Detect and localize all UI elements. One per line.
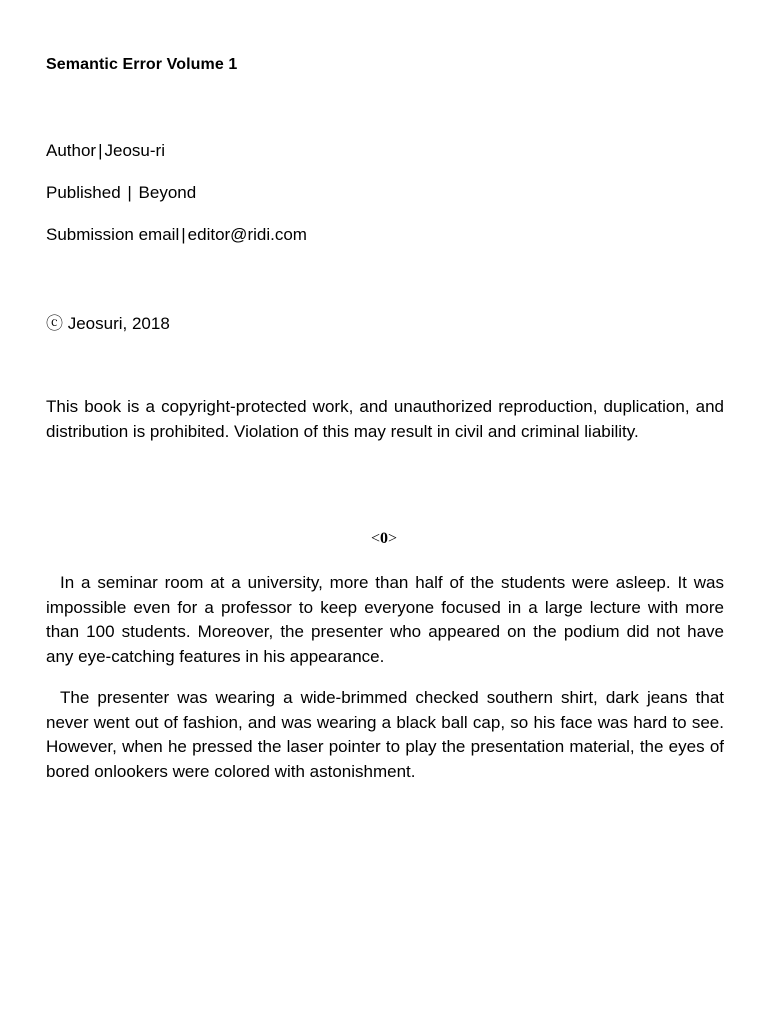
publisher-value: Beyond — [133, 183, 197, 202]
book-title: Semantic Error Volume 1 — [46, 56, 238, 73]
submission-email-line — [46, 225, 307, 245]
chapter-number: 0 — [380, 530, 388, 547]
publisher-separator: | — [127, 183, 132, 202]
author-line — [46, 141, 165, 161]
body-paragraph: The presenter was wearing a wide-brimmed checked southern shirt, dark jeans that never went out of fashion, and was wearing a black ball cap, so his face was hard to see. However, when he pressed the laser pointer to play the presentation material, the eyes of bored onlookers were colored with astonishment. — [46, 688, 724, 781]
submission-email-separator: | — [181, 225, 186, 244]
chapter-close-bracket: > — [388, 530, 398, 547]
author-label: Author — [46, 141, 97, 160]
submission-email-value: editor@ridi.com — [187, 225, 307, 244]
body-paragraph: In a seminar room at a university, more than half of the students were asleep. It was impossible even for a professor to keep everyone focused in a large lecture with more than 100 students. Moreover, the presenter who appeared on the podium did not have any eye-catching features in his appearance. — [46, 573, 724, 666]
submission-email-label: Submission email — [46, 225, 180, 244]
chapter-marker — [0, 530, 768, 548]
copyright-line: ⓒ Jeosuri, 2018 — [46, 314, 170, 333]
author-value: Jeosu-ri — [104, 141, 165, 160]
publisher-line — [46, 183, 196, 203]
publisher-label: Published — [46, 183, 126, 202]
copyright-notice: This book is a copyright-protected work, and unauthorized reproduction, duplication, and distribution is prohibited. Violation of this may result in civil and criminal liability. — [46, 397, 724, 441]
author-separator: | — [98, 141, 103, 160]
chapter-open-bracket: < — [370, 530, 380, 547]
